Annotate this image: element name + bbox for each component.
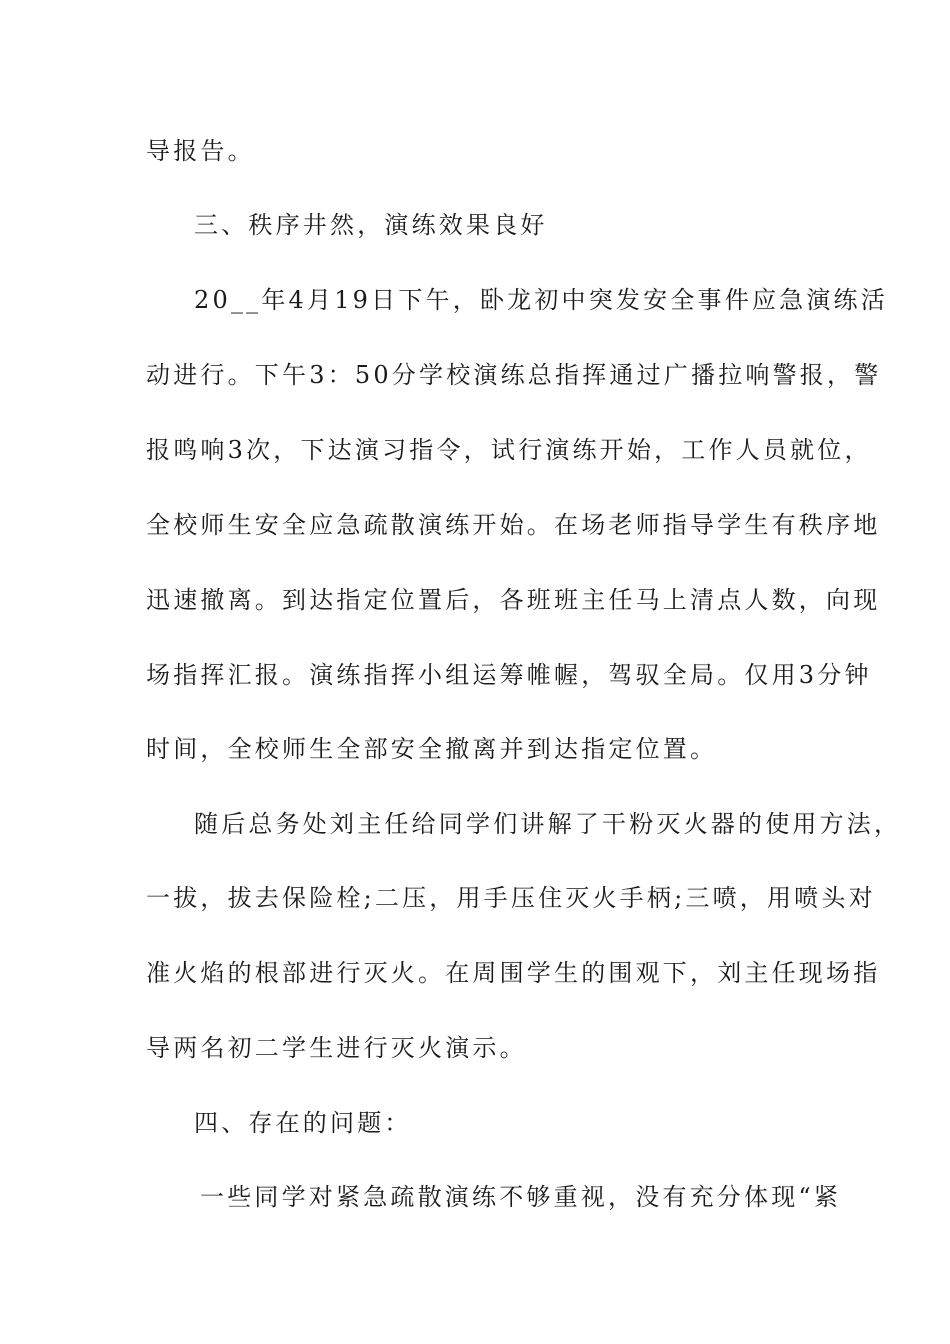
paragraph-line: 迅速撤离。到达指定位置后，各班班主任马上清点人数，向现 [146, 586, 881, 614]
paragraph-line: 动进行。下午3：50分学校演练总指挥通过广播拉响警报，警 [146, 361, 882, 389]
paragraph-line: 全校师生安全应急疏散演练开始。在场老师指导学生有秩序地 [146, 511, 881, 539]
section-heading: 三、秩序井然，演练效果良好 [194, 211, 548, 239]
paragraph-line: 20__年4月19日下午，卧龙初中突发安全事件应急演练活 [194, 286, 888, 314]
paragraph-line: 随后总务处刘主任给同学们讲解了干粉灭火器的使用方法， [194, 810, 902, 838]
paragraph-line: 报鸣响3次，下达演习指令，试行演练开始，工作人员就位， [146, 436, 872, 464]
paragraph-line: 场指挥汇报。演练指挥小组运筹帷幄，驾驭全局。仅用3分钟 [146, 661, 872, 689]
paragraph-line: 导报告。 [146, 137, 255, 165]
paragraph-line: 一些同学对紧急疏散演练不够重视，没有充分体现“紧 [200, 1183, 842, 1211]
paragraph-line: 导两名初二学生进行灭火演示。 [146, 1034, 527, 1062]
paragraph-line: 一拔，拔去保险栓;二压，用手压住灭火手柄;三喷，用喷头对 [146, 884, 876, 912]
paragraph-line: 准火焰的根部进行灭火。在周围学生的围观下，刘主任现场指 [146, 959, 881, 987]
section-heading: 四、存在的问题： [194, 1109, 412, 1137]
paragraph-line: 时间，全校师生全部安全撤离并到达指定位置。 [146, 735, 718, 763]
